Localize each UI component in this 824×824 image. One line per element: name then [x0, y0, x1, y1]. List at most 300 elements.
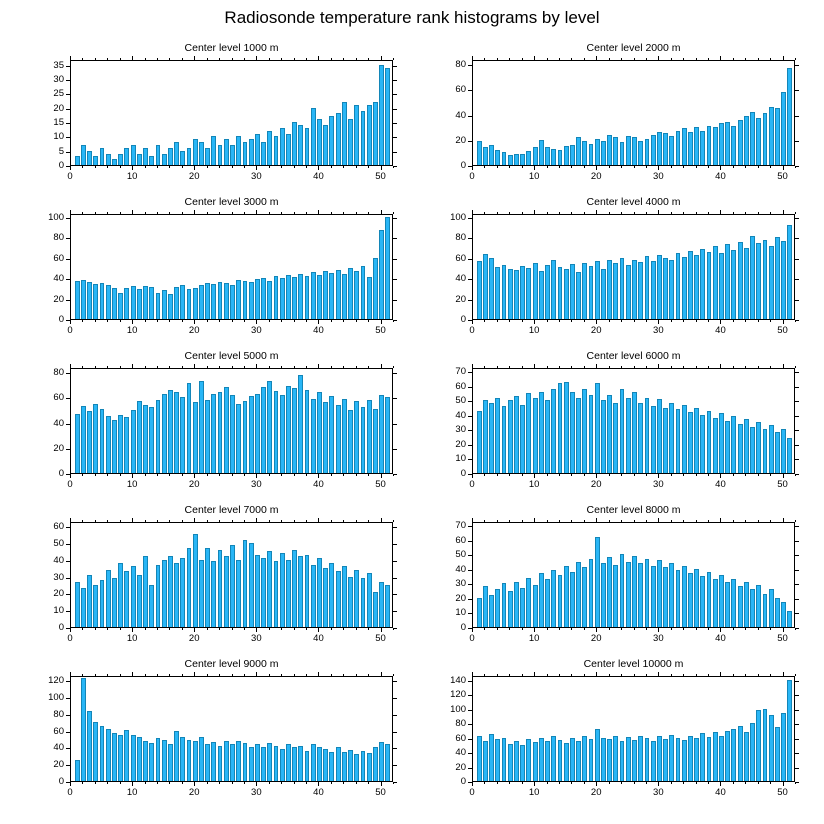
plot-area: [472, 676, 795, 782]
x-minor-tick-top: [232, 674, 233, 676]
y-tick-label: 140: [450, 675, 466, 687]
x-minor-tick-top: [281, 674, 282, 676]
y-tick-label: 40: [53, 417, 64, 429]
bar: [477, 598, 482, 627]
x-minor-tick-top: [281, 520, 282, 522]
x-tick: [596, 628, 597, 632]
bar: [775, 727, 780, 781]
x-minor-tick: [634, 474, 635, 476]
x-minor-tick-top: [733, 366, 734, 368]
x-minor-tick-top: [547, 58, 548, 60]
y-tick-label: 60: [53, 252, 64, 264]
y-tick-label: 0: [460, 622, 466, 633]
bar: [180, 737, 185, 781]
x-minor-tick-top: [343, 520, 344, 522]
x-minor-tick: [733, 628, 734, 630]
x-minor-tick: [306, 320, 307, 322]
x-minor-tick: [207, 166, 208, 168]
bar: [620, 554, 625, 627]
x-minor-tick: [269, 474, 270, 476]
y-tick-right: [795, 259, 799, 260]
x-minor-tick: [331, 474, 332, 476]
y-tick: [468, 768, 472, 769]
y-tick: [66, 373, 70, 374]
x-tick: [318, 474, 319, 478]
bar: [87, 411, 92, 473]
bar: [713, 418, 718, 473]
bar: [694, 255, 699, 319]
x-minor-tick-top: [393, 58, 394, 60]
y-tick-label: 50: [455, 395, 466, 407]
x-minor-tick: [758, 166, 759, 168]
y-tick-label: 100: [48, 212, 64, 224]
bar: [342, 399, 347, 473]
bar: [495, 739, 500, 781]
x-minor-tick-top: [232, 366, 233, 368]
bar: [243, 401, 248, 473]
x-minor-tick: [107, 320, 108, 322]
bar: [298, 375, 303, 473]
bar: [187, 289, 192, 319]
x-minor-tick-top: [509, 520, 510, 522]
x-minor-tick-top: [343, 212, 344, 214]
x-minor-tick-top: [708, 58, 709, 60]
y-tick-label: 60: [455, 732, 466, 744]
bar: [526, 578, 531, 627]
x-minor-tick-top: [368, 212, 369, 214]
bar: [137, 401, 142, 473]
x-minor-tick: [745, 628, 746, 630]
bar: [582, 567, 587, 627]
bar: [489, 258, 494, 319]
bar: [131, 286, 136, 319]
x-minor-tick-top: [609, 674, 610, 676]
y-tick: [66, 611, 70, 612]
x-minor-tick-top: [758, 520, 759, 522]
bar: [224, 556, 229, 627]
y-tick-label: 40: [455, 563, 466, 575]
x-minor-tick-top: [244, 520, 245, 522]
x-tick: [194, 782, 195, 786]
x-minor-tick-top: [671, 212, 672, 214]
bar: [508, 744, 513, 781]
bar: [558, 740, 563, 781]
x-minor-tick-top: [232, 520, 233, 522]
bar: [645, 256, 650, 319]
x-minor-tick-top: [343, 674, 344, 676]
x-minor-tick-top: [82, 58, 83, 60]
x-minor-tick: [294, 628, 295, 630]
y-tick-right: [393, 765, 397, 766]
bar: [379, 582, 384, 627]
x-minor-tick-top: [95, 520, 96, 522]
x-tick-top: [381, 210, 382, 214]
y-tick: [468, 259, 472, 260]
x-minor-tick-top: [331, 674, 332, 676]
x-tick-top: [596, 672, 597, 676]
x-minor-tick: [683, 782, 684, 784]
bar: [329, 116, 334, 165]
x-minor-tick: [244, 166, 245, 168]
x-minor-tick: [306, 166, 307, 168]
x-minor-tick-top: [169, 366, 170, 368]
y-tick-label: 0: [58, 314, 64, 325]
bar: [682, 257, 687, 319]
bar: [81, 145, 86, 165]
x-minor-tick: [522, 320, 523, 322]
x-minor-tick-top: [696, 366, 697, 368]
bar: [373, 102, 378, 165]
y-tick-right: [393, 527, 397, 528]
y-tick-right: [393, 152, 397, 153]
x-minor-tick-top: [795, 520, 796, 522]
x-minor-tick: [671, 166, 672, 168]
x-tick-label: 0: [67, 325, 73, 336]
x-minor-tick: [609, 628, 610, 630]
bar: [645, 139, 650, 166]
x-minor-tick: [484, 628, 485, 630]
y-tick: [468, 459, 472, 460]
x-minor-tick-top: [634, 212, 635, 214]
x-tick: [658, 628, 659, 632]
x-minor-tick: [368, 474, 369, 476]
bar: [570, 145, 575, 165]
x-tick-label: 10: [126, 787, 138, 798]
y-tick-right: [393, 561, 397, 562]
bar: [249, 396, 254, 473]
bar: [224, 283, 229, 319]
bar: [682, 128, 687, 165]
bar: [112, 733, 117, 781]
x-tick: [596, 474, 597, 478]
x-minor-tick-top: [306, 212, 307, 214]
x-tick-label: 20: [590, 325, 602, 336]
bar: [651, 406, 656, 473]
x-minor-tick-top: [157, 520, 158, 522]
y-tick: [468, 279, 472, 280]
bar: [348, 577, 353, 627]
y-tick: [468, 445, 472, 446]
bar: [489, 145, 494, 165]
bar: [688, 412, 693, 473]
x-tick-label: 30: [653, 171, 664, 182]
x-minor-tick: [671, 628, 672, 630]
x-tick-top: [783, 210, 784, 214]
x-minor-tick: [120, 320, 121, 322]
bar: [218, 746, 223, 781]
bar: [373, 592, 378, 627]
y-tick-label: 60: [455, 84, 466, 96]
x-tick-label: 40: [715, 479, 726, 490]
x-tick-top: [256, 56, 257, 60]
x-tick-label: 10: [528, 325, 540, 336]
bar: [112, 159, 117, 165]
x-minor-tick: [497, 628, 498, 630]
bar: [174, 287, 179, 319]
x-minor-tick-top: [294, 674, 295, 676]
x-minor-tick: [634, 320, 635, 322]
bar: [131, 410, 136, 473]
y-tick-right: [795, 681, 799, 682]
y-tick: [468, 599, 472, 600]
x-minor-tick-top: [157, 674, 158, 676]
x-minor-tick: [509, 320, 510, 322]
bar: [274, 561, 279, 627]
y-tick: [66, 594, 70, 595]
bar: [589, 266, 594, 319]
bar: [205, 744, 210, 781]
x-minor-tick-top: [646, 366, 647, 368]
x-tick-top: [381, 364, 382, 368]
x-tick: [381, 782, 382, 786]
y-tick: [468, 695, 472, 696]
x-tick-label: 30: [653, 633, 664, 644]
bar: [657, 560, 662, 627]
x-minor-tick-top: [621, 520, 622, 522]
x-minor-tick: [95, 782, 96, 784]
bar: [218, 282, 223, 319]
bar: [336, 571, 341, 627]
x-minor-tick: [497, 782, 498, 784]
bar: [267, 381, 272, 473]
chart-panel: [8, 504, 408, 654]
bar-series: [473, 523, 794, 627]
y-tick-label: 20: [455, 293, 466, 305]
y-tick: [66, 732, 70, 733]
bar: [763, 594, 768, 627]
bar: [162, 154, 167, 165]
bar: [514, 741, 519, 781]
y-tick-right: [393, 80, 397, 81]
x-tick-label: 20: [590, 633, 602, 644]
x-minor-tick-top: [770, 366, 771, 368]
x-minor-tick-top: [733, 58, 734, 60]
bar: [143, 148, 148, 165]
bar: [601, 269, 606, 319]
x-minor-tick-top: [609, 58, 610, 60]
x-minor-tick-top: [331, 366, 332, 368]
y-tick: [66, 681, 70, 682]
bar: [317, 558, 322, 627]
x-minor-tick-top: [157, 58, 158, 60]
x-minor-tick: [343, 166, 344, 168]
x-minor-tick: [708, 628, 709, 630]
bar: [280, 278, 285, 319]
bar: [738, 120, 743, 165]
bar: [274, 746, 279, 781]
bar: [688, 132, 693, 165]
x-minor-tick: [584, 628, 585, 630]
x-minor-tick-top: [584, 520, 585, 522]
bar: [354, 754, 359, 781]
x-minor-tick-top: [758, 212, 759, 214]
x-minor-tick-top: [107, 674, 108, 676]
x-minor-tick-top: [509, 366, 510, 368]
bar: [336, 747, 341, 781]
bar: [582, 263, 587, 319]
bar: [551, 389, 556, 473]
bar: [502, 152, 507, 165]
bar: [168, 148, 173, 165]
bar: [489, 403, 494, 473]
y-tick: [468, 430, 472, 431]
x-tick: [132, 628, 133, 632]
x-minor-tick: [770, 628, 771, 630]
bar: [106, 570, 111, 627]
bar: [682, 740, 687, 781]
bar: [508, 591, 513, 627]
bar: [311, 399, 316, 473]
x-minor-tick-top: [571, 58, 572, 60]
bar: [230, 285, 235, 319]
x-minor-tick: [82, 320, 83, 322]
bar: [589, 559, 594, 627]
x-minor-tick: [207, 628, 208, 630]
bar: [769, 425, 774, 473]
x-minor-tick-top: [634, 520, 635, 522]
bar: [520, 154, 525, 165]
x-minor-tick: [294, 320, 295, 322]
bar: [576, 741, 581, 781]
y-tick: [66, 715, 70, 716]
x-minor-tick-top: [708, 520, 709, 522]
y-tick: [468, 570, 472, 571]
y-tick: [66, 765, 70, 766]
x-minor-tick: [393, 320, 394, 322]
bar: [663, 133, 668, 165]
x-minor-tick-top: [207, 674, 208, 676]
bar: [199, 560, 204, 627]
bar: [520, 745, 525, 781]
x-minor-tick: [671, 782, 672, 784]
bar: [361, 407, 366, 473]
y-tick: [66, 259, 70, 260]
y-tick: [468, 753, 472, 754]
x-minor-tick-top: [107, 520, 108, 522]
x-minor-tick: [306, 782, 307, 784]
y-tick-right: [795, 90, 799, 91]
bar: [87, 282, 92, 319]
bar: [317, 747, 322, 781]
x-minor-tick: [646, 782, 647, 784]
bar: [725, 582, 730, 627]
bar: [669, 260, 674, 319]
x-minor-tick-top: [646, 520, 647, 522]
y-tick-label: 30: [53, 74, 64, 86]
x-minor-tick: [745, 782, 746, 784]
x-minor-tick: [634, 166, 635, 168]
bar: [81, 280, 86, 319]
y-tick: [468, 555, 472, 556]
y-tick-right: [795, 695, 799, 696]
bar: [620, 389, 625, 473]
bar: [756, 422, 761, 473]
x-tick-top: [534, 56, 535, 60]
x-tick-top: [596, 518, 597, 522]
x-minor-tick: [547, 320, 548, 322]
y-tick-right: [393, 715, 397, 716]
x-minor-tick: [571, 166, 572, 168]
bar: [725, 122, 730, 165]
x-minor-tick-top: [294, 58, 295, 60]
x-tick-top: [534, 672, 535, 676]
x-minor-tick-top: [497, 366, 498, 368]
x-minor-tick-top: [646, 212, 647, 214]
bar: [373, 258, 378, 319]
x-minor-tick: [758, 474, 759, 476]
x-tick-label: 30: [653, 325, 664, 336]
bar: [576, 398, 581, 474]
x-minor-tick-top: [745, 58, 746, 60]
bar: [385, 68, 390, 165]
bar: [218, 145, 223, 165]
bar: [292, 277, 297, 319]
bar: [713, 732, 718, 781]
bar: [676, 131, 681, 165]
x-minor-tick: [393, 474, 394, 476]
y-tick-label: 30: [455, 424, 466, 436]
x-minor-tick: [484, 166, 485, 168]
x-tick-label: 10: [528, 787, 540, 798]
x-minor-tick: [281, 474, 282, 476]
bar: [787, 680, 792, 781]
y-tick-label: 20: [53, 588, 64, 600]
x-minor-tick: [343, 474, 344, 476]
x-tick: [534, 628, 535, 632]
x-minor-tick: [795, 782, 796, 784]
x-minor-tick-top: [584, 674, 585, 676]
x-minor-tick: [733, 474, 734, 476]
x-minor-tick: [733, 782, 734, 784]
bar: [106, 285, 111, 319]
bar: [379, 742, 384, 781]
x-tick: [70, 166, 71, 170]
x-minor-tick-top: [306, 520, 307, 522]
x-tick-label: 10: [126, 633, 138, 644]
bar: [595, 139, 600, 166]
x-minor-tick: [331, 782, 332, 784]
x-minor-tick-top: [497, 520, 498, 522]
y-tick-label: 0: [460, 160, 466, 171]
y-tick-right: [393, 681, 397, 682]
x-tick-top: [194, 210, 195, 214]
x-minor-tick-top: [745, 520, 746, 522]
bar: [305, 751, 310, 781]
x-tick: [534, 474, 535, 478]
x-tick-top: [194, 364, 195, 368]
bar: [211, 136, 216, 165]
x-minor-tick: [621, 474, 622, 476]
x-minor-tick-top: [795, 366, 796, 368]
x-minor-tick: [169, 166, 170, 168]
bar: [286, 386, 291, 473]
x-minor-tick: [157, 474, 158, 476]
x-minor-tick-top: [157, 212, 158, 214]
bar: [651, 741, 656, 781]
bar: [551, 736, 556, 781]
bar: [713, 127, 718, 165]
bar: [750, 723, 755, 781]
bar: [781, 602, 786, 627]
x-tick-top: [658, 56, 659, 60]
x-minor-tick-top: [621, 674, 622, 676]
x-minor-tick: [559, 320, 560, 322]
x-minor-tick: [281, 166, 282, 168]
x-tick-top: [534, 364, 535, 368]
x-tick-label: 40: [715, 633, 726, 644]
x-minor-tick: [696, 628, 697, 630]
bar: [787, 225, 792, 319]
